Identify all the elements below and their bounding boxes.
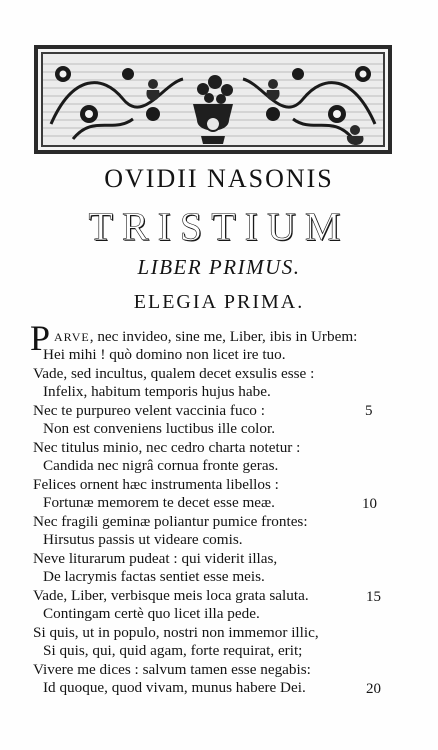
book-heading: LIBER PRIMUS. [137,255,301,279]
line-number: 10 [362,496,377,512]
verse-line: Si quis, qui, quid agam, forte requirat, erit; [43,642,303,659]
verse-line: Vade, sed incultus, qualem decet exsulis esse : [33,365,315,382]
verse-line: Vade, Liber, verbisque meis loca grata saluta. [33,587,309,604]
verse-line: Candida nec nigrâ cornua fronte geras. [43,457,279,474]
verse-line: Vivere me dices : salvum tamen esse negabis: [33,661,311,678]
verse-line: De lacrymis factas sentiet esse meis. [43,568,265,585]
verse-line-1 [54,328,357,346]
verse-line: Fortunæ memorem te decet esse meæ. [43,494,275,511]
work-title-text: TRISTIUM [88,204,350,249]
verse-line: Contingam certè quo licet illa pede. [43,605,260,622]
line-number: 15 [366,589,381,605]
verse-line: Id quoque, quod vivam, munus habere Dei. [43,679,306,696]
verse-line: Nec fragili geminæ poliantur pumice frontes: [33,513,308,530]
verse-line: Hei mihi ! quò domino non licet ire tuo. [43,346,286,363]
line-number: 20 [366,681,381,697]
verse-line: Nec te purpureo velent vaccinia fuco : [33,402,265,419]
verse-line: Si quis, ut in populo, nostri non immemor illic, [33,624,319,641]
elegy-heading: ELEGIA PRIMA. [133,291,305,313]
headpiece-ornament [33,44,393,155]
verse-line: Nec titulus minio, nec cedro charta notetur : [33,439,301,456]
first-word-smallcaps: ARVE [54,330,90,344]
verse-line: Hirsutus passis ut videare comis. [43,531,243,548]
verse-line: Neve liturarum pudeat : qui viderit illas, [33,550,278,567]
line-number: 5 [365,403,373,419]
verse-line: Felices ornent hæc instrumenta libellos : [33,476,279,493]
verse-line: Infelix, habitum temporis hujus habe. [43,383,271,400]
author-heading: OVIDII NASONIS [104,164,334,193]
work-title [0,203,438,250]
first-line-rest: , nec invideo, sine me, Liber, ibis in Urbem: [89,328,358,345]
verse-line: Non est conveniens luctibus ille color. [43,420,275,437]
drop-cap: P [30,318,51,358]
